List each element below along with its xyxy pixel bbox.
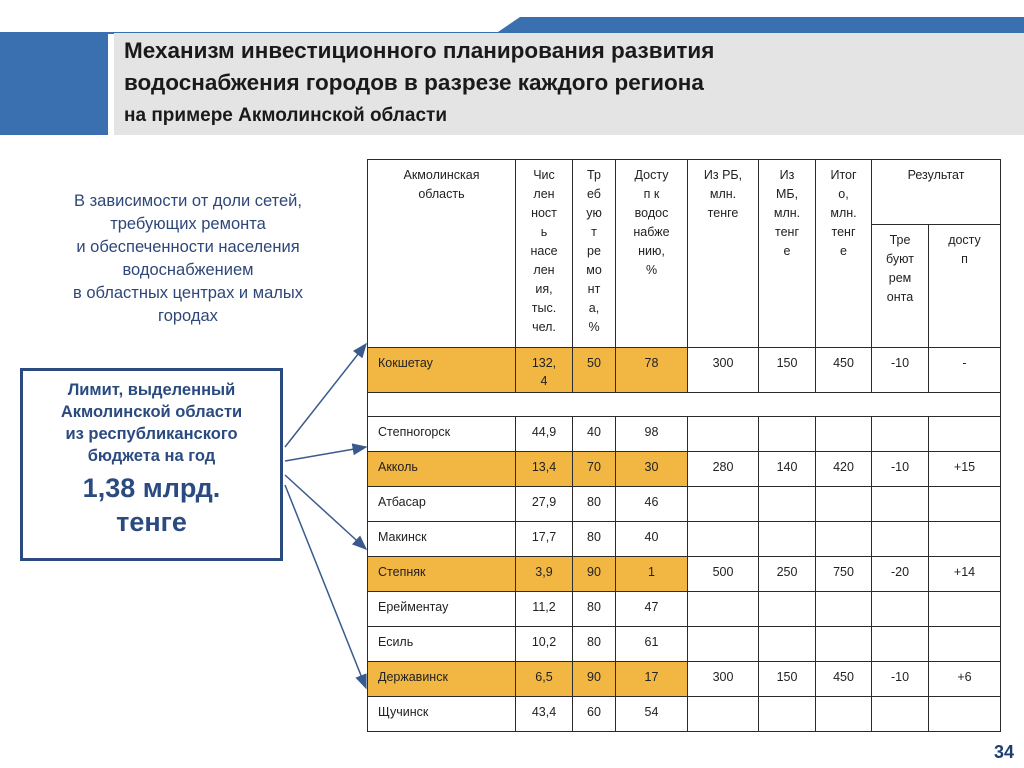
cell-repair: 50 bbox=[573, 348, 616, 393]
table-row bbox=[368, 557, 1001, 592]
limit-caption-line: Акмолинской области bbox=[60, 403, 243, 421]
cell-name: Степногорск bbox=[368, 417, 516, 452]
cell-rb: 280 bbox=[688, 452, 759, 487]
cell-mb: 250 bbox=[759, 557, 816, 592]
cell-mb bbox=[759, 417, 816, 452]
cell-population: 10,2 bbox=[516, 627, 573, 662]
cell-total: 420 bbox=[816, 452, 872, 487]
cell-total: 450 bbox=[816, 348, 872, 393]
cell-result-repair: -10 bbox=[872, 348, 929, 393]
limit-caption-line: из республиканского bbox=[65, 425, 238, 443]
description-line: требующих ремонта bbox=[110, 215, 266, 233]
cell-result-access bbox=[929, 697, 1001, 732]
arrow-to-akkol bbox=[285, 447, 366, 461]
cell-result-access bbox=[929, 627, 1001, 662]
header-region: Акмолинская область bbox=[368, 160, 516, 348]
cell-rb bbox=[688, 522, 759, 557]
cell-total: 450 bbox=[816, 662, 872, 697]
limit-amount-line-1: 1,38 млрд. bbox=[82, 473, 221, 503]
cell-result-repair bbox=[872, 592, 929, 627]
spacer-cell bbox=[368, 393, 1001, 417]
cell-result-access: +6 bbox=[929, 662, 1001, 697]
header-result-access: досту п bbox=[929, 225, 1001, 348]
limit-caption-line: бюджета на год bbox=[87, 447, 216, 465]
cell-population: 11,2 bbox=[516, 592, 573, 627]
cell-result-repair bbox=[872, 697, 929, 732]
cell-name: Макинск bbox=[368, 522, 516, 557]
cell-result-repair bbox=[872, 417, 929, 452]
table-row bbox=[368, 348, 1001, 393]
cell-mb bbox=[759, 592, 816, 627]
arrow-to-derzhavinsk bbox=[285, 485, 366, 688]
description-line: и обеспеченности населения bbox=[76, 238, 300, 256]
investment-table bbox=[367, 159, 1001, 732]
cell-mb bbox=[759, 627, 816, 662]
limit-caption-line: Лимит, выделенный bbox=[67, 381, 236, 399]
header-result: Результат bbox=[872, 160, 1001, 225]
cell-access: 47 bbox=[616, 592, 688, 627]
cell-access: 54 bbox=[616, 697, 688, 732]
cell-mb: 150 bbox=[759, 662, 816, 697]
table-row bbox=[368, 487, 1001, 522]
cell-result-access: - bbox=[929, 348, 1001, 393]
header-local-budget: Из МБ, млн. тенг е bbox=[759, 160, 816, 348]
cell-population: 43,4 bbox=[516, 697, 573, 732]
cell-mb bbox=[759, 697, 816, 732]
cell-repair: 80 bbox=[573, 522, 616, 557]
cell-result-access bbox=[929, 417, 1001, 452]
cell-repair: 60 bbox=[573, 697, 616, 732]
cell-name: Акколь bbox=[368, 452, 516, 487]
header-total: Итог о, млн. тенг е bbox=[816, 160, 872, 348]
cell-repair: 80 bbox=[573, 592, 616, 627]
table-row bbox=[368, 627, 1001, 662]
header-result-repair: Тре буют рем онта bbox=[872, 225, 929, 348]
cell-total bbox=[816, 522, 872, 557]
cell-access: 78 bbox=[616, 348, 688, 393]
cell-access: 30 bbox=[616, 452, 688, 487]
cell-repair: 90 bbox=[573, 557, 616, 592]
cell-result-access bbox=[929, 592, 1001, 627]
slide-title-line-1: Механизм инвестиционного планирования развития bbox=[124, 38, 715, 63]
arrow-to-stepnyak bbox=[285, 475, 366, 549]
header-water-access: Досту п к водос набже нию, % bbox=[616, 160, 688, 348]
cell-result-repair bbox=[872, 627, 929, 662]
cell-population: 6,5 bbox=[516, 662, 573, 697]
table-row bbox=[368, 522, 1001, 557]
cell-rb: 300 bbox=[688, 662, 759, 697]
cell-access: 46 bbox=[616, 487, 688, 522]
cell-access: 61 bbox=[616, 627, 688, 662]
cell-name: Щучинск bbox=[368, 697, 516, 732]
arrow-to-kokshetau bbox=[285, 344, 366, 447]
cell-rb: 300 bbox=[688, 348, 759, 393]
cell-total bbox=[816, 697, 872, 732]
cell-rb bbox=[688, 592, 759, 627]
cell-mb bbox=[759, 487, 816, 522]
slide-subtitle: на примере Акмолинской области bbox=[124, 105, 447, 126]
table-row bbox=[368, 662, 1001, 697]
cell-access: 40 bbox=[616, 522, 688, 557]
cell-result-access bbox=[929, 522, 1001, 557]
cell-total bbox=[816, 592, 872, 627]
cell-population: 3,9 bbox=[516, 557, 573, 592]
cell-access: 98 bbox=[616, 417, 688, 452]
cell-rb: 500 bbox=[688, 557, 759, 592]
cell-name: Кокшетау bbox=[368, 348, 516, 393]
cell-name: Степняк bbox=[368, 557, 516, 592]
cell-mb: 140 bbox=[759, 452, 816, 487]
header-repair-needed: Тр еб ую т ре мо нт а, % bbox=[573, 160, 616, 348]
table-row bbox=[368, 697, 1001, 732]
cell-population: 17,7 bbox=[516, 522, 573, 557]
cell-result-repair: -10 bbox=[872, 662, 929, 697]
description-line: В зависимости от доли сетей, bbox=[74, 192, 302, 210]
page-number: 34 bbox=[993, 742, 1014, 762]
cell-mb bbox=[759, 522, 816, 557]
cell-mb: 150 bbox=[759, 348, 816, 393]
cell-result-repair bbox=[872, 487, 929, 522]
header-republican-budget: Из РБ, млн. тенге bbox=[688, 160, 759, 348]
table-row bbox=[368, 452, 1001, 487]
cell-name: Державинск bbox=[368, 662, 516, 697]
table-row bbox=[368, 592, 1001, 627]
slide-title-line-2: водоснабжения городов в разрезе каждого региона bbox=[124, 70, 704, 95]
description-line: в областных центрах и малых bbox=[72, 284, 303, 302]
cell-population: 132, 4 bbox=[516, 348, 573, 393]
cell-access: 17 bbox=[616, 662, 688, 697]
cell-rb bbox=[688, 487, 759, 522]
cell-repair: 40 bbox=[573, 417, 616, 452]
cell-rb bbox=[688, 697, 759, 732]
cell-name: Атбасар bbox=[368, 487, 516, 522]
cell-name: Есиль bbox=[368, 627, 516, 662]
cell-rb bbox=[688, 417, 759, 452]
cell-result-access: +14 bbox=[929, 557, 1001, 592]
cell-total: 750 bbox=[816, 557, 872, 592]
description-line: водоснабжением bbox=[122, 261, 254, 279]
cell-result-repair bbox=[872, 522, 929, 557]
limit-amount-line-2: тенге bbox=[116, 507, 187, 537]
cell-population: 27,9 bbox=[516, 487, 573, 522]
cell-total bbox=[816, 627, 872, 662]
cell-result-access bbox=[929, 487, 1001, 522]
cell-total bbox=[816, 487, 872, 522]
cell-population: 13,4 bbox=[516, 452, 573, 487]
cell-repair: 70 bbox=[573, 452, 616, 487]
table-row bbox=[368, 417, 1001, 452]
cell-access: 1 bbox=[616, 557, 688, 592]
cell-result-repair: -20 bbox=[872, 557, 929, 592]
cell-rb bbox=[688, 627, 759, 662]
cell-repair: 80 bbox=[573, 627, 616, 662]
cell-repair: 90 bbox=[573, 662, 616, 697]
cell-result-repair: -10 bbox=[872, 452, 929, 487]
cell-result-access: +15 bbox=[929, 452, 1001, 487]
cell-population: 44,9 bbox=[516, 417, 573, 452]
cell-repair: 80 bbox=[573, 487, 616, 522]
description-line: городах bbox=[158, 307, 218, 325]
cell-total bbox=[816, 417, 872, 452]
cell-name: Ерейментау bbox=[368, 592, 516, 627]
header-population: Чис лен ност ь насе лен ия, тыс. чел. bbox=[516, 160, 573, 348]
table-row-spacer bbox=[368, 393, 1001, 417]
